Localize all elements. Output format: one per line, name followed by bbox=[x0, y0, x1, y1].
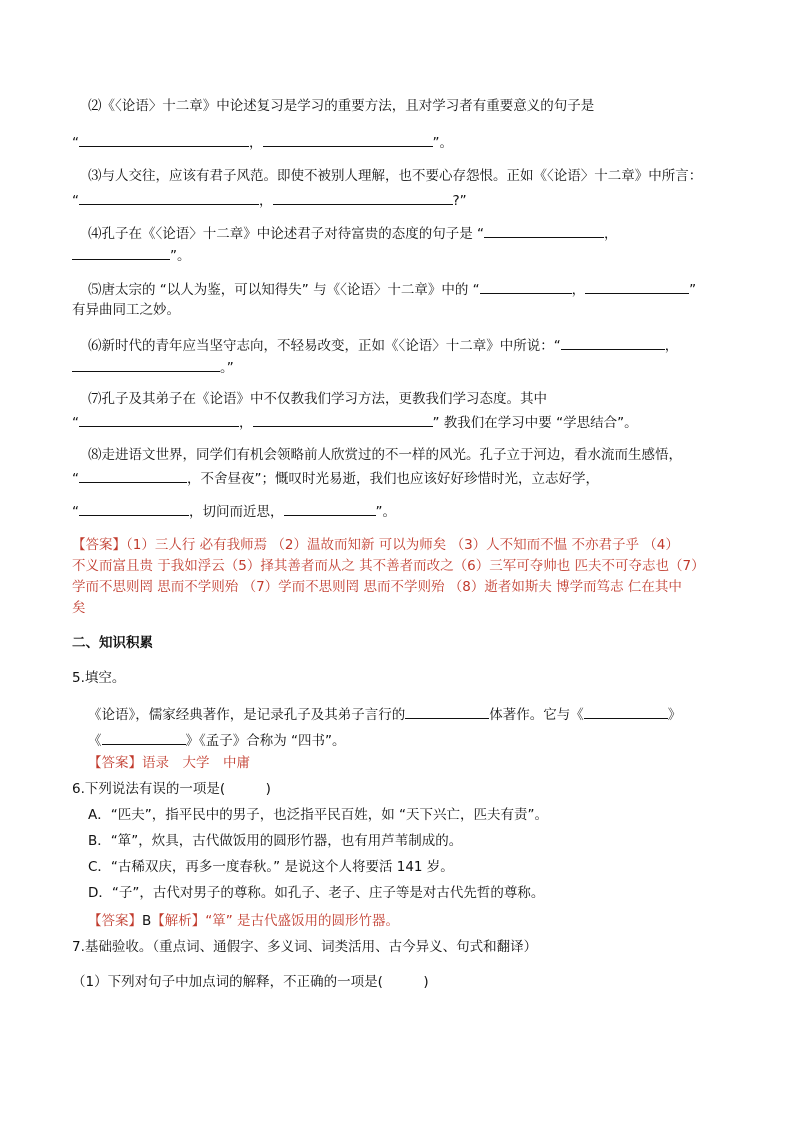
q5fill-title: 5.填空。 bbox=[72, 670, 126, 686]
q6-line-2: 。” bbox=[72, 356, 234, 378]
q5-line-1: ⑸唐太宗的 “以人为鉴，可以知得失” 与《〈论语〉十二章》中的 “ ， ” bbox=[88, 278, 696, 300]
q2-blank-2[interactable] bbox=[263, 131, 433, 147]
q5fill-answer: 【答案】语录 大学 中庸 bbox=[88, 755, 250, 771]
q5fill-line-2: 《 》《孟子》合称为 “四书”。 bbox=[88, 729, 346, 751]
q2-blank-1[interactable] bbox=[79, 131, 249, 147]
answer1-line-4: 矣 bbox=[72, 600, 86, 616]
q4-line-2: ”。 bbox=[72, 244, 191, 266]
q2-answer-line: “ ， ”。 bbox=[72, 131, 453, 153]
q4-blank-2[interactable] bbox=[72, 244, 170, 260]
q4-line-1: ⑷孔子在《〈论语〉十二章》中论述君子对待富贵的态度的句子是 “ ， bbox=[88, 222, 618, 244]
q8-blank-2[interactable] bbox=[79, 500, 189, 516]
q8-text: ⑻走进语文世界，同学们有机会领略前人欣赏过的不一样的风光。孔子立于河边，看水流而生感悟， bbox=[88, 447, 682, 463]
q5fill-line-1: 《论语》，儒家经典著作，是记录孔子及其弟子言行的 体著作。它与《 》 bbox=[88, 703, 681, 725]
q7-blank-1[interactable] bbox=[79, 411, 239, 427]
q8-line-2: “ ，不舍昼夜”；慨叹时光易逝，我们也应该好好珍惜时光，立志好学， bbox=[72, 467, 599, 489]
q6choice-answer-label: 【答案】 bbox=[88, 913, 142, 929]
q5fill-blank-1[interactable] bbox=[405, 703, 489, 719]
q6choice-answer: 【答案】B【解析】“箪” 是古代盛饭用的圆形竹器。 bbox=[88, 913, 400, 929]
q5-line-2: 有异曲同工之妙。 bbox=[72, 302, 180, 318]
q6choice-option-a: A．“匹夫”，指平民中的男子，也泛指平民百姓，如 “天下兴亡，匹夫有责”。 bbox=[88, 807, 549, 823]
q3-blank-2[interactable] bbox=[273, 189, 453, 205]
q8-line-3: “ ，切问而近思， ”。 bbox=[72, 500, 396, 522]
q7-text: ⑺孔子及其弟子在《论语》中不仅教我们学习方法，更教我们学习态度。其中 bbox=[88, 391, 547, 407]
q5-blank-1[interactable] bbox=[480, 278, 572, 294]
q7-answer-line: “ ， ” 教我们在学习中要 “学思结合”。 bbox=[72, 411, 638, 433]
q7-blank-2[interactable] bbox=[253, 411, 433, 427]
q6choice-title: 6.下列说法有误的一项是( ) bbox=[72, 781, 271, 797]
q8-blank-3[interactable] bbox=[284, 500, 376, 516]
q5fill-answer-label: 【答案】 bbox=[88, 755, 142, 771]
q5fill-blank-3[interactable] bbox=[102, 729, 186, 745]
answer1-label: 【答案】 bbox=[72, 537, 126, 553]
answer1-line-1: 【答案】（1）三人行 必有我师焉 （2）温故而知新 可以为师矣 （3）人不知而不愠 不亦君子乎 （4） bbox=[72, 537, 679, 553]
q6choice-option-d: D．“子”，古代对男子的尊称。如孔子、老子、庄子等是对古代先哲的尊称。 bbox=[88, 885, 545, 901]
answer1-line-2: 不义而富且贵 于我如浮云（5）择其善者而从之 其不善者而改之（6）三军可夺帅也 匹夫不可夺志也（7） bbox=[72, 558, 705, 574]
q2-text: ⑵《〈论语〉十二章》中论述复习是学习的重要方法，且对学习者有重要意义的句子是 bbox=[88, 98, 595, 114]
answer1-line-3: 学而不思则罔 思而不学则殆 （7）学而不思则罔 思而不学则殆 （8）逝者如斯夫 博学而笃志 仁在其中 bbox=[72, 579, 682, 595]
q3-answer-line: “ ， ?” bbox=[72, 189, 467, 211]
q6-blank-2[interactable] bbox=[72, 356, 220, 372]
q3-blank-1[interactable] bbox=[79, 189, 259, 205]
q8-blank-1[interactable] bbox=[79, 467, 187, 483]
q3-text: ⑶与人交往，应该有君子风范。即使不被别人理解，也不要心存怨恨。正如《〈论语〉十二章》中所言： bbox=[88, 168, 703, 184]
q6choice-analysis-label: 【解析】 bbox=[151, 913, 206, 929]
section-title-knowledge: 二、知识积累 bbox=[72, 635, 153, 651]
q6-line-1: ⑹新时代的青年应当坚守志向，不轻易改变，正如《〈论语〉十二章》中所说：“ ， bbox=[88, 334, 678, 356]
q5-blank-2[interactable] bbox=[585, 278, 689, 294]
q6choice-option-c: C．“古稀双庆，再多一度春秋。” 是说这个人将要活 141 岁。 bbox=[88, 859, 454, 875]
q7basic-title: 7.基础验收。（重点词、通假字、多义词、词类活用、古今异义、句式和翻译） bbox=[72, 939, 538, 955]
q6choice-option-b: B．“箪”，炊具，古代做饭用的圆形竹器，也有用芦苇制成的。 bbox=[88, 833, 463, 849]
q4-blank-1[interactable] bbox=[484, 222, 604, 238]
q5fill-blank-2[interactable] bbox=[584, 703, 668, 719]
q6-blank-1[interactable] bbox=[561, 334, 665, 350]
q7basic-sub1: （1）下列对句子中加点词的解释，不正确的一项是( ) bbox=[72, 974, 429, 990]
